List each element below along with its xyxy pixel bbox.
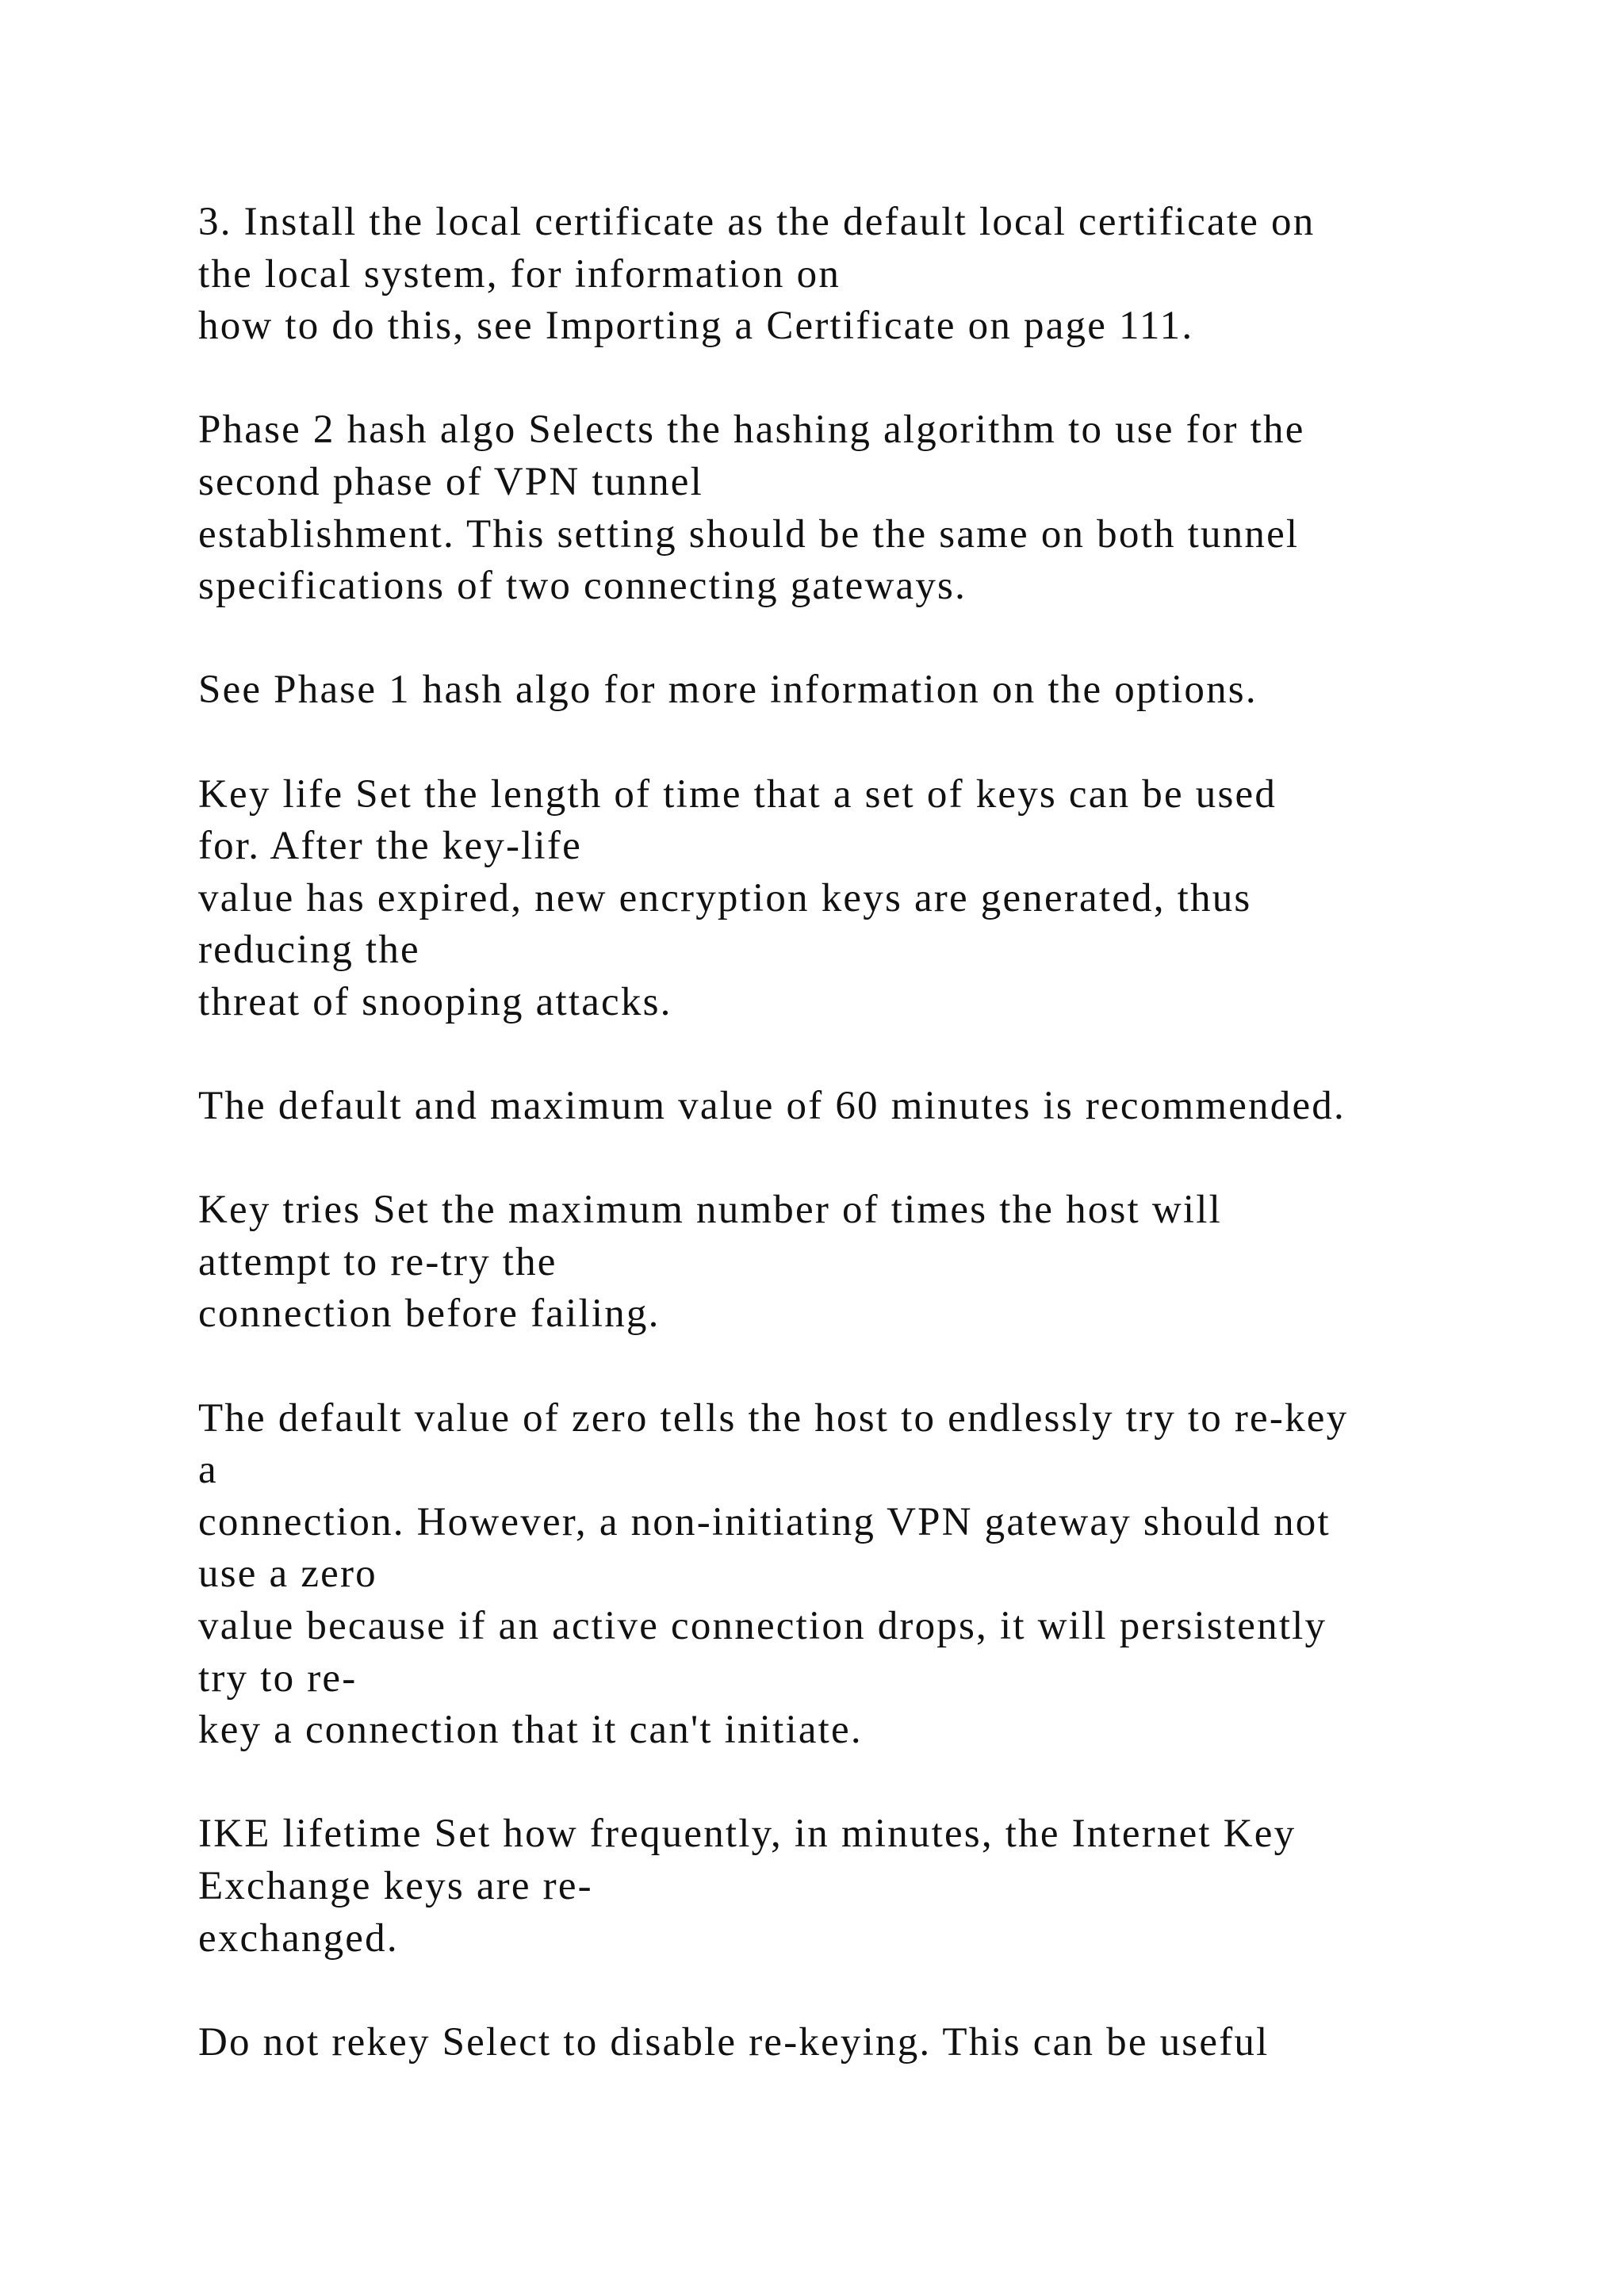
- text-line: The default value of zero tells the host to endlessly try to re-key: [198, 1395, 1349, 1441]
- text-line: Do not rekey Select to disable re-keying. This can be useful: [198, 2019, 1270, 2064]
- text-line: specifications of two connecting gateways.: [198, 564, 967, 609]
- text-line: Key tries Set the maximum number of times the host will: [198, 1188, 1222, 1233]
- text-line: value because if an active connection drops, it will persistently: [198, 1604, 1327, 1649]
- text-line: try to re-: [198, 1655, 358, 1701]
- text-line: Phase 2 hash algo Selects the hashing algorithm to use for the: [198, 408, 1305, 453]
- text-line: for. After the key-life: [198, 824, 582, 869]
- text-line: key a connection that it can't initiate.: [198, 1708, 863, 1753]
- paragraph-key-tries-default: [198, 1393, 1507, 1757]
- text-line: IKE lifetime Set how frequently, in minutes, the Internet Key: [198, 1812, 1297, 1857]
- document-body: [198, 197, 1507, 2121]
- text-line: Exchange keys are re-: [198, 1864, 593, 1908]
- text-line: connection before failing.: [198, 1292, 661, 1337]
- text-line: See Phase 1 hash algo for more information on the options.: [198, 668, 1258, 713]
- text-line: value has expired, new encryption keys are generated, thus: [198, 875, 1252, 920]
- text-line: connection. However, a non-initiating VPN gateway should not: [198, 1499, 1331, 1544]
- text-line: use a zero: [198, 1552, 377, 1597]
- text-line: The default and maximum value of 60 minutes is recommended.: [198, 1084, 1346, 1129]
- paragraph-install-certificate: [198, 197, 1507, 353]
- text-line: the local system, for information on: [198, 251, 841, 297]
- text-line: establishment. This setting should be the same on both tunnel: [198, 511, 1300, 557]
- text-line: how to do this, see Importing a Certificate on page 111.: [198, 304, 1194, 349]
- text-line: a: [198, 1448, 218, 1493]
- paragraph-key-life: [198, 769, 1507, 1029]
- paragraph-key-life-default: [198, 1081, 1507, 1133]
- paragraph-see-phase1: [198, 664, 1507, 717]
- text-line: attempt to re-try the: [198, 1239, 557, 1284]
- text-line: reducing the: [198, 928, 420, 973]
- paragraph-phase2-hash-algo: [198, 404, 1507, 612]
- text-line: exchanged.: [198, 1915, 399, 1961]
- paragraph-key-tries: [198, 1184, 1507, 1341]
- text-line: second phase of VPN tunnel: [198, 459, 704, 504]
- text-line: 3. Install the local certificate as the default local certificate on: [198, 200, 1316, 244]
- text-line: Key life Set the length of time that a set of keys can be used: [198, 771, 1277, 817]
- paragraph-ike-lifetime: [198, 1808, 1507, 1965]
- text-line: threat of snooping attacks.: [198, 979, 672, 1024]
- paragraph-do-not-rekey: [198, 2017, 1507, 2069]
